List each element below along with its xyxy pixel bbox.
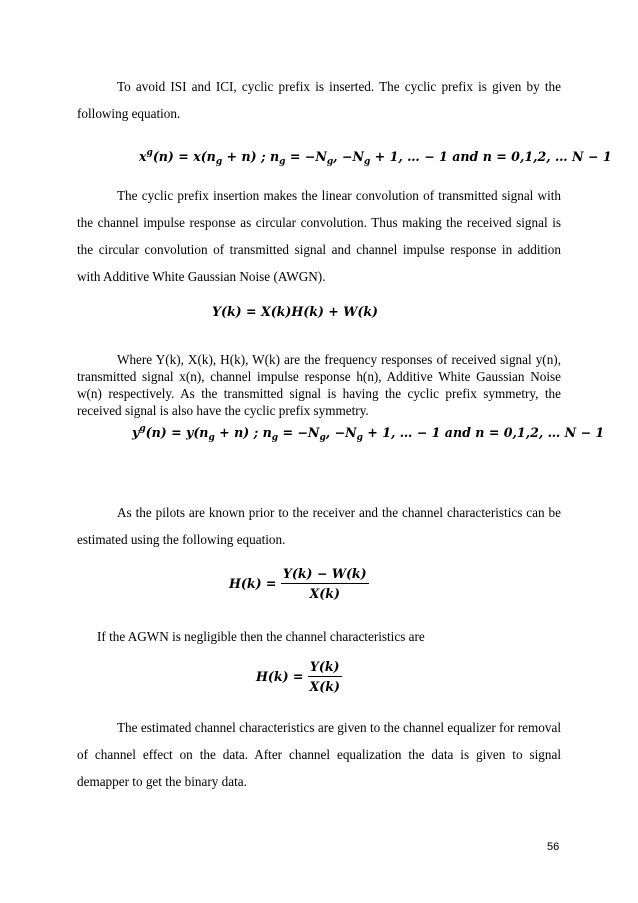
equation-received-signal: Y(k) = X(k)H(k) + W(k) <box>212 304 379 319</box>
equation-received-cyclic-prefix: $y^g(n) = y(n_g + n)$ ; $n_g = -N_g$, $-N_g + 1$, … − 1 and n = 0,1,2, … N − 1 <box>132 424 605 443</box>
fraction: $\frac{Y(k) - W(k)}{X(k)}$ <box>282 566 367 601</box>
equation-channel-estimate-no-noise: H(k) = $\frac{Y(k)}{X(k)}$ <box>256 659 340 694</box>
fraction: $\frac{Y(k)}{X(k)}$ <box>309 659 340 694</box>
paragraph-pilot-estimation: As the pilots are known prior to the receiver and the channel characteristics can be estimated using the following equation. <box>77 505 561 547</box>
paragraph-frequency-responses: Where Y(k), X(k), H(k), W(k) are the frequency responses of received signal y(n), transmitted signal x(n), channel impulse response h(n), Additive White Gaussian Noise w(n) respectively. As the transmitted signal is having the cyclic prefix symmetry, the received signal is also have the cyclic prefix symmetry. <box>77 352 561 418</box>
paragraph-cyclic-prefix-intro: To avoid ISI and ICI, cyclic prefix is inserted. The cyclic prefix is given by the following equation. <box>77 79 561 121</box>
paragraph-circular-convolution: The cyclic prefix insertion makes the linear convolution of transmitted signal with the channel impulse response as circular convolution. Thus making the received signal is the circular convolution of transmitted signal and channel impulse response in addition with Additive White Gaussian Noise (AWGN). <box>77 188 561 284</box>
page-number: 56 <box>547 841 560 853</box>
equation-channel-estimate: H(k) = $\frac{Y(k) - W(k)}{X(k)}$ <box>229 566 367 601</box>
paragraph-awgn-negligible: If the AGWN is negligible then the channel characteristics are <box>97 629 425 644</box>
paragraph-equalization: The estimated channel characteristics are given to the channel equalizer for removal of channel effect on the data. After channel equalization the data is given to signal demapper to get the binary data. <box>77 720 561 789</box>
equation-cyclic-prefix: $x^g(n) = x(n_g + n)$ ; $n_g = -N_g$, $-N_g + 1$, … − 1 and n = 0,1,2, … N − 1 <box>139 148 612 167</box>
